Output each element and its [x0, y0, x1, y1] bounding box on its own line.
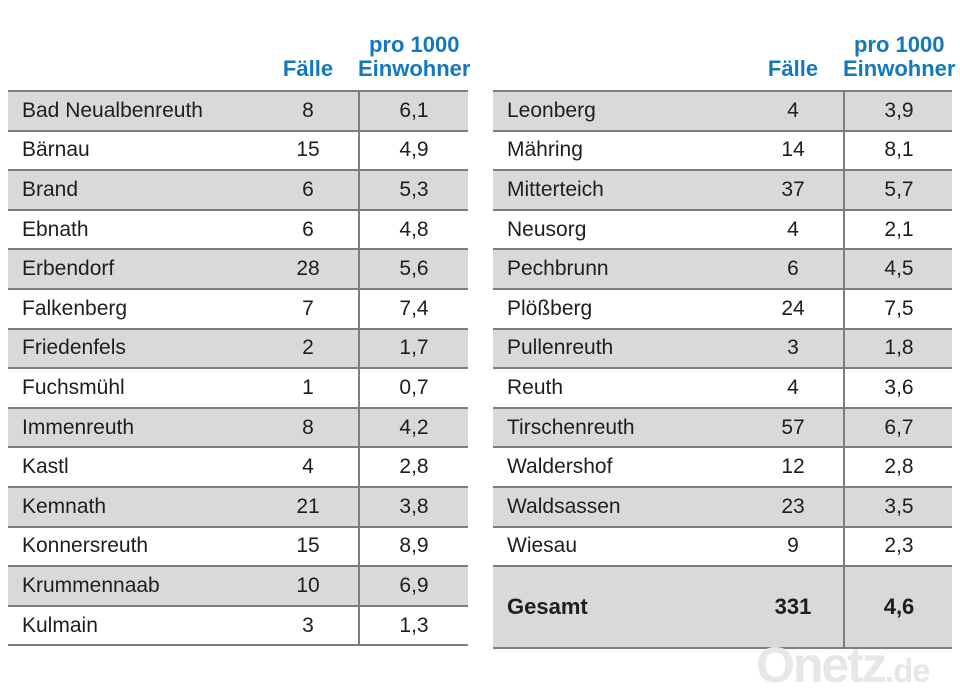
table-row [493, 248, 952, 288]
table-row [8, 328, 468, 368]
table-row [8, 90, 468, 130]
cases-value: 10 [296, 573, 320, 597]
table-row [8, 605, 468, 645]
table-row [493, 90, 952, 130]
per-1000-value: 4,9 [358, 132, 468, 170]
per-1000-value: 3,9 [843, 92, 953, 130]
municipalities-table-right [493, 90, 952, 649]
municipality-name: Mitterteich [507, 177, 604, 201]
table-row [8, 526, 468, 566]
municipality-name: Konnersreuth [22, 534, 149, 558]
table-row [8, 565, 468, 605]
cases-value: 37 [781, 177, 805, 201]
cases-value: 3 [787, 336, 799, 360]
cases-column-header: Fälle [282, 56, 334, 81]
total-row [493, 565, 952, 647]
municipality-name: Bärnau [22, 138, 90, 162]
per-1000-header-line1: pro 1000 [853, 32, 945, 57]
municipalities-table-left [8, 90, 468, 646]
per-1000-column-header [358, 33, 470, 82]
table-row [493, 367, 952, 407]
per-1000-value: 7,5 [843, 290, 953, 328]
per-1000-value: 3,8 [358, 488, 468, 526]
cases-value: 21 [296, 494, 320, 518]
table-row [493, 526, 952, 566]
total-per-1000-value: 4,6 [843, 567, 953, 647]
municipality-name: Krummennaab [22, 573, 160, 597]
table-row [493, 407, 952, 447]
cases-value: 6 [787, 257, 799, 281]
per-1000-header-line2: Einwohner [358, 56, 471, 81]
cases-value: 1 [302, 375, 314, 399]
municipality-name: Fuchsmühl [22, 375, 125, 399]
cases-value: 8 [302, 98, 314, 122]
cases-value: 3 [302, 613, 314, 637]
per-1000-value: 2,3 [843, 528, 953, 566]
municipality-name: Leonberg [507, 98, 596, 122]
municipality-name: Kastl [22, 455, 69, 479]
column-headers [493, 26, 956, 82]
cases-value: 8 [302, 415, 314, 439]
municipality-name: Immenreuth [22, 415, 135, 439]
per-1000-value: 1,7 [358, 330, 468, 368]
municipality-name: Plößberg [507, 296, 593, 320]
cases-value: 4 [302, 455, 314, 479]
municipality-name: Waldsassen [507, 494, 621, 518]
per-1000-value: 6,1 [358, 92, 468, 130]
cases-value: 15 [296, 138, 320, 162]
per-1000-value: 5,3 [358, 171, 468, 209]
table-row [8, 209, 468, 249]
per-1000-value: 6,7 [843, 409, 953, 447]
table-row [8, 407, 468, 447]
municipality-name: Reuth [507, 375, 564, 399]
onetz-watermark [756, 637, 930, 693]
cases-value: 12 [781, 455, 805, 479]
municipality-name: Bad Neualbenreuth [22, 98, 203, 122]
municipality-name: Wiesau [507, 534, 578, 558]
per-1000-value: 5,6 [358, 250, 468, 288]
column-headers [8, 26, 471, 82]
table-row [8, 367, 468, 407]
table-row [8, 288, 468, 328]
per-1000-header-line1: pro 1000 [368, 32, 460, 57]
municipality-name: Falkenberg [22, 296, 128, 320]
table-row [493, 169, 952, 209]
table-row [493, 130, 952, 170]
per-1000-value: 4,8 [358, 211, 468, 249]
table-row [8, 169, 468, 209]
cases-value: 4 [787, 217, 799, 241]
cases-value: 2 [302, 336, 314, 360]
per-1000-value: 0,7 [358, 369, 468, 407]
per-1000-value: 2,1 [843, 211, 953, 249]
municipality-name: Mähring [507, 138, 583, 162]
per-1000-value: 2,8 [358, 448, 468, 486]
cases-column-header: Fälle [767, 56, 819, 81]
table-row [493, 328, 952, 368]
municipality-name: Pechbrunn [507, 257, 609, 281]
per-1000-value: 1,8 [843, 330, 953, 368]
cases-value: 7 [302, 296, 314, 320]
municipality-name: Kulmain [22, 613, 98, 637]
table-row [493, 446, 952, 486]
table-panel-left [8, 26, 471, 646]
table-row [493, 486, 952, 526]
total-cases-value: 331 [774, 594, 812, 620]
cases-value: 4 [787, 375, 799, 399]
cases-value: 4 [787, 98, 799, 122]
cases-value: 24 [781, 296, 805, 320]
cases-value: 23 [781, 494, 805, 518]
per-1000-value: 3,6 [843, 369, 953, 407]
municipality-name: Erbendorf [22, 257, 115, 281]
table-row [8, 248, 468, 288]
municipality-name: Pullenreuth [507, 336, 614, 360]
municipality-name: Neusorg [507, 217, 587, 241]
onetz-watermark-brand: Onetz [756, 637, 885, 693]
table-row [493, 209, 952, 249]
municipality-name: Ebnath [22, 217, 89, 241]
cases-value: 28 [296, 257, 320, 281]
municipality-name: Tirschenreuth [507, 415, 635, 439]
table-row [8, 130, 468, 170]
onetz-watermark-suffix: .de [884, 652, 930, 689]
cases-value: 15 [296, 534, 320, 558]
cases-value: 9 [787, 534, 799, 558]
per-1000-column-header [843, 33, 955, 82]
cases-value: 6 [302, 217, 314, 241]
table-row [8, 446, 468, 486]
municipality-name: Kemnath [22, 494, 107, 518]
per-1000-value: 2,8 [843, 448, 953, 486]
total-label: Gesamt [507, 594, 588, 620]
per-1000-header-line2: Einwohner [843, 56, 956, 81]
municipality-name: Friedenfels [22, 336, 126, 360]
table-row [493, 288, 952, 328]
per-1000-value: 8,1 [843, 132, 953, 170]
per-1000-value: 3,5 [843, 488, 953, 526]
cases-value: 6 [302, 177, 314, 201]
per-1000-value: 1,3 [358, 607, 468, 645]
per-1000-value: 8,9 [358, 528, 468, 566]
per-1000-value: 4,5 [843, 250, 953, 288]
per-1000-value: 5,7 [843, 171, 953, 209]
per-1000-value: 6,9 [358, 567, 468, 605]
per-1000-value: 4,2 [358, 409, 468, 447]
cases-value: 57 [781, 415, 805, 439]
table-panel-right [493, 26, 956, 649]
municipality-name: Brand [22, 177, 79, 201]
municipality-name: Waldershof [507, 455, 613, 479]
cases-value: 14 [781, 138, 805, 162]
table-row [8, 486, 468, 526]
per-1000-value: 7,4 [358, 290, 468, 328]
